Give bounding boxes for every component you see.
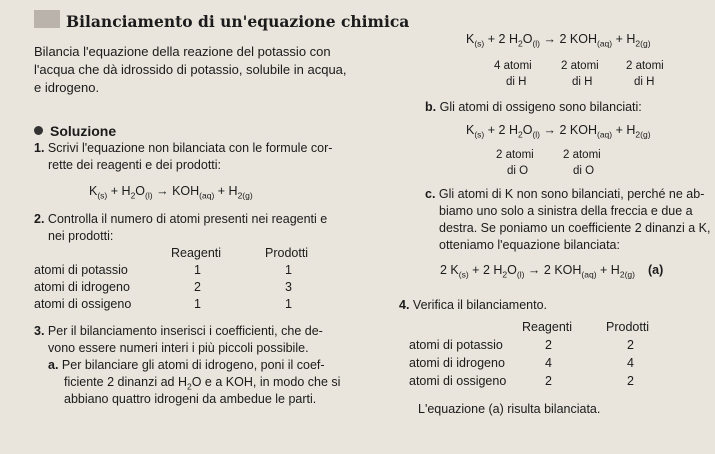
solution-heading: Soluzione xyxy=(50,123,117,139)
step-c-line-3: destra. Se poniamo un coefficiente 2 dinanzi a K, xyxy=(439,221,711,235)
arrow-icon: → xyxy=(156,184,169,198)
atom-count-h: 2 atomi xyxy=(561,60,599,72)
equation-right-top: $K_{(s)} + 2$ $H_2O_{(l)} \to 2$ $KOH_{(aq)} + H_{2(g)}$ xyxy=(466,32,651,49)
step-c-letter: c. xyxy=(425,187,436,201)
table1-row-label: atomi di idrogeno xyxy=(34,280,130,294)
equation-tag: (a) xyxy=(648,263,664,277)
step-b-text: Gli atomi di ossigeno sono bilanciati: xyxy=(439,100,642,114)
step1 xyxy=(34,141,332,155)
step2-line-1: Controlla il numero di atomi presenti nei reagenti e xyxy=(47,212,328,226)
step3a-line-2: ficiente 2 dinanzi ad $H_2O$ e a KOH, in modo che si xyxy=(64,375,341,392)
step3-number: 3. xyxy=(34,324,45,338)
page-title: Bilanciamento di un'equazione chimica xyxy=(66,12,410,31)
table1-header-prodotti: Prodotti xyxy=(265,246,309,260)
table2-header-prodotti: Prodotti xyxy=(606,320,650,334)
table2-row-label: atomi di idrogeno xyxy=(409,356,505,370)
table2-cell: 4 xyxy=(545,356,552,370)
step4-text: Verifica il bilanciamento. xyxy=(412,298,548,312)
atom-count-h: 2 atomi xyxy=(626,60,664,72)
table1-cell: 3 xyxy=(285,280,292,294)
step4 xyxy=(399,298,547,312)
atom-count-h: di H xyxy=(572,76,593,88)
table2-row-label: atomi di potassio xyxy=(409,338,503,352)
arrow-icon: → xyxy=(543,32,556,46)
table1-header-reagenti: Reagenti xyxy=(171,246,222,260)
equation-balanced: 2 $K_{(s)} + 2$ $H_2O_{(l)} \to 2$ $KOH_{(aq)} + H_{2(g)}$ xyxy=(440,263,635,280)
table2-cell: 2 xyxy=(545,374,552,388)
step-c-line-4: otteniamo l'equazione bilanciata: xyxy=(439,238,620,252)
atom-count-h: 4 atomi xyxy=(494,60,532,72)
step-c-line-2: biamo uno solo a sinistra della freccia e due a xyxy=(439,204,693,218)
arrow-icon: → xyxy=(543,123,556,137)
table1-row-label: atomi di potassio xyxy=(34,263,128,277)
step1-number: 1. xyxy=(34,141,45,155)
table2-cell: 2 xyxy=(545,338,552,352)
step3a-line-3: abbiano quattro idrogeni da ambedue le parti. xyxy=(64,392,317,406)
table2-header-reagenti: Reagenti xyxy=(522,320,573,334)
title-marker xyxy=(34,10,60,28)
atom-count-o: di O xyxy=(573,165,595,177)
atom-count-h: di H xyxy=(506,76,527,88)
atom-count-o: 2 atomi xyxy=(563,149,601,161)
bullet-icon xyxy=(34,126,43,135)
step2-number: 2. xyxy=(34,212,45,226)
step-b-letter: b. xyxy=(425,100,437,114)
table2-cell: 2 xyxy=(627,374,634,388)
step4-number: 4. xyxy=(399,298,410,312)
step-c-line-1: Gli atomi di K non sono bilanciati, perché ne ab- xyxy=(438,187,705,201)
atom-count-o: 2 atomi xyxy=(496,149,534,161)
arrow-icon: → xyxy=(527,263,541,277)
problem-line-2: l'acqua che dà idrossido di potassio, solubile in acqua, xyxy=(34,62,347,77)
problem-line-1: Bilancia l'equazione della reazione del potassio con xyxy=(34,44,331,59)
step-b xyxy=(425,100,642,114)
equation-right-b: $K_{(s)} + 2$ $H_2O_{(l)} \to 2$ $KOH_{(aq)} + H_{2(g)}$ xyxy=(466,123,651,140)
step3a-line-1: Per bilanciare gli atomi di idrogeno, poni il coef- xyxy=(61,358,325,372)
table1-cell: 1 xyxy=(194,263,201,277)
step3 xyxy=(34,324,323,338)
table1-row-label: atomi di ossigeno xyxy=(34,297,132,311)
table2-cell: 4 xyxy=(627,356,634,370)
step-c xyxy=(425,187,704,201)
conclusion: L'equazione (a) risulta bilanciata. xyxy=(418,402,601,416)
table2-row-label: atomi di ossigeno xyxy=(409,374,507,388)
table1-cell: 1 xyxy=(194,297,201,311)
step1-line-1: Scrivi l'equazione non bilanciata con le formule cor- xyxy=(47,141,333,155)
step1-line-2: rette dei reagenti e dei prodotti: xyxy=(48,158,222,172)
equation-unbalanced: $K_{(s)} + H_2O_{(l)} \to KOH_{(aq)} + H_{2(g)}$ xyxy=(89,184,253,201)
step2-line-2: nei prodotti: xyxy=(48,229,114,243)
table2-cell: 2 xyxy=(627,338,634,352)
step2 xyxy=(34,212,327,226)
table1-cell: 1 xyxy=(285,297,292,311)
step3-line-2: vono essere numeri interi i più piccoli possibile. xyxy=(48,341,309,355)
step3-line-1: Per il bilanciamento inserisci i coefficienti, che de- xyxy=(47,324,323,338)
table1-cell: 1 xyxy=(285,263,292,277)
problem-line-3: e idrogeno. xyxy=(34,80,100,95)
atom-count-h: di H xyxy=(634,76,655,88)
atom-count-o: di O xyxy=(507,165,529,177)
table1-cell: 2 xyxy=(194,280,201,294)
step3a xyxy=(48,358,325,372)
step3a-letter: a. xyxy=(48,358,59,372)
